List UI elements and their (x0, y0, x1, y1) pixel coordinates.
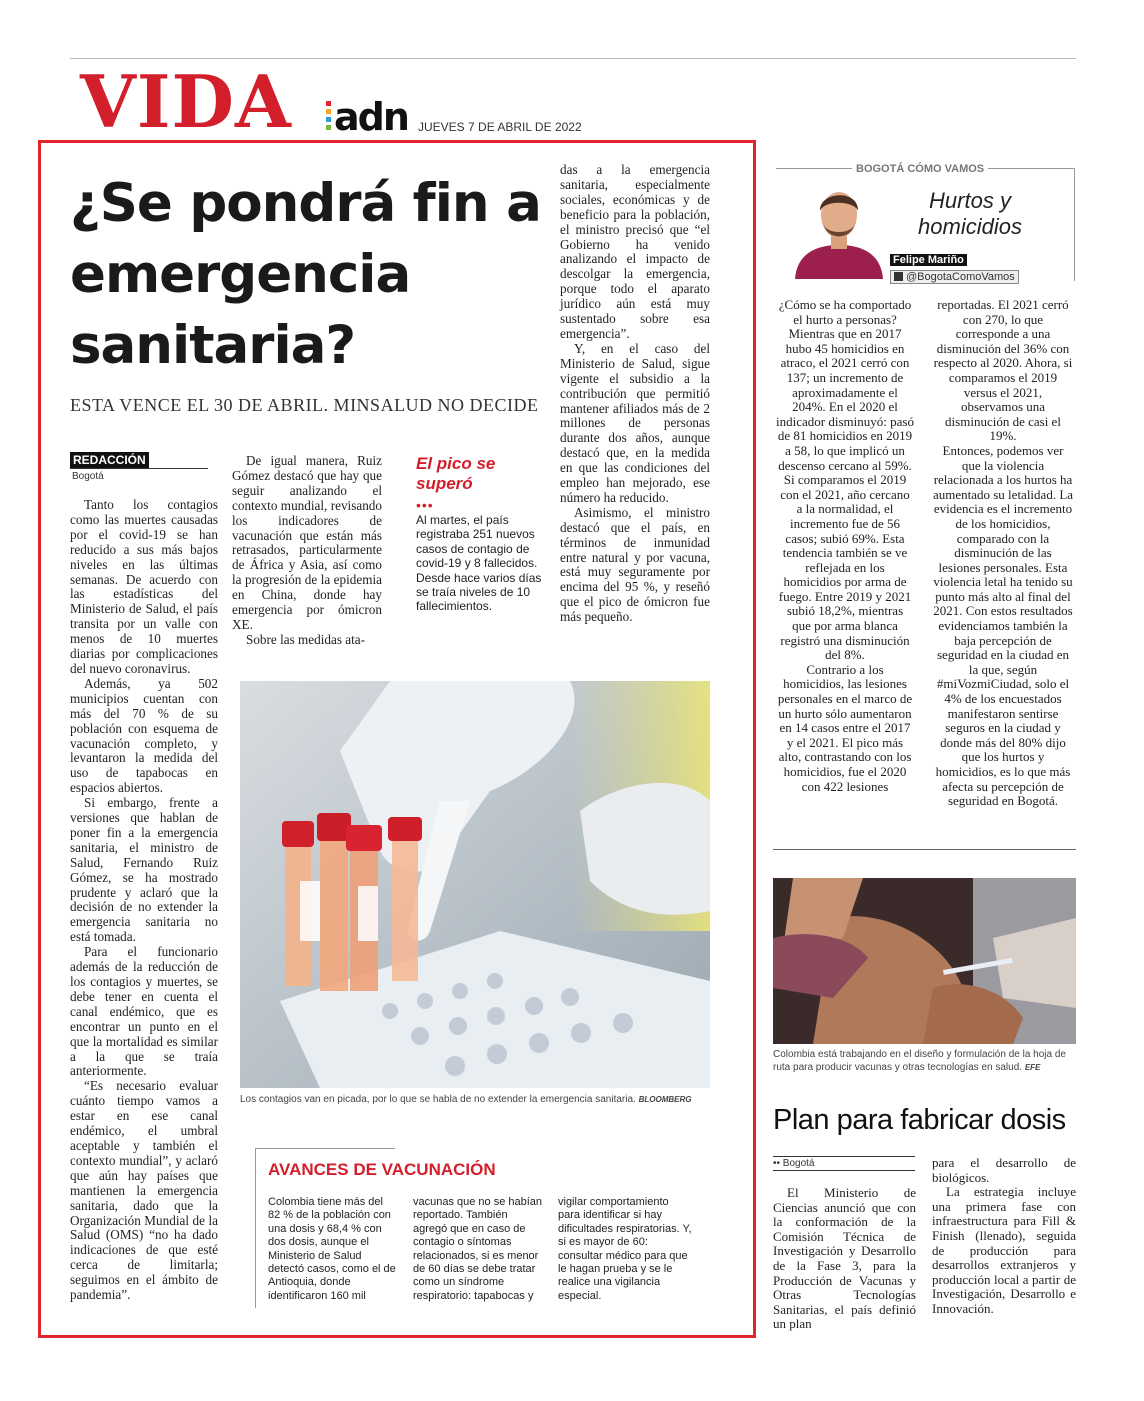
article-column-2 (232, 454, 382, 648)
brand-logo: adn (334, 95, 408, 139)
photo-credit: BLOOMBERG (638, 1095, 692, 1104)
lab-test-tubes-photo (240, 681, 710, 1088)
section-title: VIDA (80, 59, 292, 144)
plan-rule (773, 1156, 915, 1157)
paragraph: reportadas. El 2021 cerró con 270, lo que corresponde a una disminución del 36% con respecto al 2020. Ahora, si comparamos el 2019 versus el 2021, observamos una disminución de casi el 19%. (933, 297, 1073, 444)
paragraph: das a la emergencia sanitaria, especialmente sociales, económicas y de beneficio para la población, el ministro precisó que “el Gobierno ha venido analizando el impacto de descolgar la emergencia, porque todo el aparato jurídico aún está muy sustentado sobre esa emergencia”. (560, 162, 710, 341)
paragraph: ¿Cómo se ha comportado el hurto a personas? Mientras que en 2017 hubo 45 homicidios en atraco, el 2021 cerró con 137; un incremento de aproximadamente el 204%. En el 2020 el indicador disminuyó: pasó de 81 homicidios en 2019 a 58, lo que implicó un descenso cercano al 59%. (776, 297, 914, 473)
photo-caption-text: Colombia está trabajando en el diseño y formulación de la hoja de ruta para producir vacunas y otras tecnologías en salud. (773, 1049, 1066, 1073)
plan-column-2 (932, 1156, 1076, 1317)
box-rule-top (255, 1148, 395, 1149)
paragraph: Sobre las medidas ata- (246, 631, 366, 647)
article-subhead: ESTA VENCE EL 30 DE ABRIL. MINSALUD NO DECIDE (70, 395, 539, 415)
author-portrait (787, 175, 891, 279)
vaccination-photo (773, 878, 1076, 1044)
paragraph: Asimismo, el ministro destacó que el país, en términos de inmunidad entre natural y por vacuna, está muy seguramente por encima del 95 %, y reseñó que el pico de ómicron fue más pequeño. (560, 504, 710, 625)
paragraph: “Es necesario evaluar cuánto tiempo vamos a estar en ese canal endémico, el umbral aceptable y también el contexto mundial”, y aclaró que aún hay países que mantienen la emergencia sanitaria, dado que la Organización Mundial de la Salud (OMS) “no ha dado indicaciones de que esté cerca de limitarla; seguimos en el ámbito de pandemia”. (70, 1078, 218, 1303)
paragraph: El Ministerio de Ciencias anunció que con la conformación de la Comisión Técnica de Investigación y Desarrollo de la Fase 3, para la Producción de Vacunas y Otras Tecnologías Sanitarias, el país definió un plan (773, 1185, 916, 1332)
article-column-4 (560, 163, 710, 625)
box-rule-left (255, 1148, 256, 1308)
article-column-1 (70, 498, 218, 1303)
plan-headline: Plan para fabricar dosis (773, 1104, 1066, 1136)
article-byline: REDACCIÓN (70, 452, 149, 468)
opinion-author: Felipe Mariño (890, 254, 967, 266)
plan-rule (773, 1170, 915, 1171)
vaccination-col-3: vigilar comportamiento para identificar si hay dificultades respiratorias. Y, si es mayor de 60: consultar médico para que le hagan prueba y se le realice una vigilancia especial. (558, 1196, 692, 1302)
paragraph: Para el funcionario además de la reducción de los contagios y muertes, se debe tener en cuenta el canal endémico, que es encontrar un punto en el que la mortalidad es similar a la que se traía anteriormente. (70, 944, 218, 1079)
paragraph: La estrategia incluye una primera fase con infraestructura para Fill & Finish (llenado), seguida de producción para desarrollos extranjeros y producción local a partir de Investigación, Desarrollo e Innovación. (932, 1184, 1076, 1316)
vaccination-title: AVANCES DE VACUNACIÓN (268, 1160, 496, 1179)
twitter-icon (894, 272, 903, 281)
paragraph: Si embargo, frente a versiones que hablan de poner fin a la emergencia sanitaria, el ministro de Salud, Fernando Ruiz Gómez, se ha mostrado prudente y aclaró que la decisión de no extender la emergencia sanitaria no está tomada. (70, 795, 218, 945)
paragraph: Contrario a los homicidios, las lesiones personales en el marco de un hurto sólo aumentaron en 14 casos entre el 2017 y el 2021. El pico más alto, contrastando con los homicidios, fue el 2020 con 422 lesiones (777, 661, 913, 794)
photo-credit: EFE (1024, 1063, 1041, 1072)
sidebar-body: Al martes, el país registraba 251 nuevos casos de contagio de covid-19 y 8 fallecidos. Desde hace varios días se traía niveles de 10 fallecimientos. (416, 513, 542, 614)
paragraph: Además, ya 502 municipios cuentan con más del 70 % de su población con esquema de vacunación completo, y levantaron la medida del uso de tapabocas en espacios abiertos. (70, 675, 218, 796)
vaccination-col-2: vacunas que no se habían reportado. También agregó que en caso de contagio o síntomas relacionados, si es menor de 60 días se debe tratar como un síndrome respiratorio: tapabocas y (413, 1196, 543, 1302)
photo-caption (773, 1048, 1076, 1074)
opinion-column-1 (776, 298, 914, 794)
column-separator (773, 849, 1076, 850)
article-city: Bogotá (72, 471, 104, 482)
paragraph: para el desarrollo de biológicos. (932, 1155, 1076, 1185)
opinion-handle (890, 270, 1019, 284)
paragraph: Si comparamos el 2019 con el 2021, año cercano a la normalidad, el incremento fue de 56 casos; subió 69%. Esta tendencia también se ve reflejada en los homicidios por arma de fuego. Entre 2019 y 2021 subió 18,2%, mientras que por arma blanca registró una disminución del 8%. (778, 472, 912, 663)
plan-city: •• Bogotá (773, 1158, 815, 1169)
brand-logo-mark (326, 101, 331, 135)
plan-column-1 (773, 1186, 916, 1332)
paragraph: Tanto los contagios como las muertes causadas por el covid-19 se han reducido a sus más bajos niveles en las últimas semanas. De acuerdo con las estadísticas del Ministerio de Salud, el país transita por un valle con menos de 10 muertes diarias por complicaciones del nuevo coronavirus. (70, 497, 218, 676)
byline-rule (70, 468, 208, 469)
opinion-label: BOGOTÁ CÓMO VAMOS (852, 163, 988, 175)
paragraph: De igual manera, Ruiz Gómez destacó que hay que seguir analizando el contexto mundial, revisando los indicadores de vacunación que están más retrasados, particularmente de África y Asia, así como la progresión de la epidemia en China, donde hay emergencia por ómicron XE. (232, 453, 382, 632)
paragraph: Y, en el caso del Ministerio de Salud, sigue vigente el subsidio a la contribución que permitió mantener afiliados más de 2 millones de personas durante dos años, aunque destacó que, en la medida en que las condiciones del empleo han mejorado, ese número ha reducido. (560, 340, 710, 505)
paragraph: Entonces, podemos ver que la violencia relacionada a los hurtos ha aumentado su letalidad. La evidencia es el incremento de los homicidios, comparado con la disminución de las lesiones personales. Esta violencia letal ha tenido su punto más alto al final del 2021. Con estos resultados evidenciamos también la baja percepción de seguridad en la ciudad en la que, según #miVozmiCiudad, solo el 4% de los encuestados manifestaron sentirse seguros en la ciudad y donde más del 80% dijo que los hurtos y homicidios, es lo que más afecta su percepción de seguridad en Bogotá. (932, 442, 1074, 809)
photo-caption (240, 1094, 710, 1105)
opinion-handle-text: @BogotaComoVamos (906, 271, 1015, 283)
vaccination-col-1: Colombia tiene más del 82 % de la población con una dosis y 68,4 % con dos dosis, aunque el Ministerio de Salud detectó casos, como el de Antioquia, donde identificaron 160 mil (268, 1196, 396, 1302)
issue-date: JUEVES 7 DE ABRIL DE 2022 (418, 120, 582, 134)
opinion-title: Hurtos y homicidios (918, 188, 1022, 239)
sidebar-dots: ••• (416, 497, 434, 513)
photo-caption-text: Los contagios van en picada, por lo que se habla de no extender la emergencia sanitaria. (240, 1094, 636, 1105)
article-headline: ¿Se pondrá fin a emergencia sanitaria? (70, 173, 541, 376)
opinion-column-2 (932, 298, 1074, 809)
sidebar-title: El pico se superó (416, 454, 496, 493)
